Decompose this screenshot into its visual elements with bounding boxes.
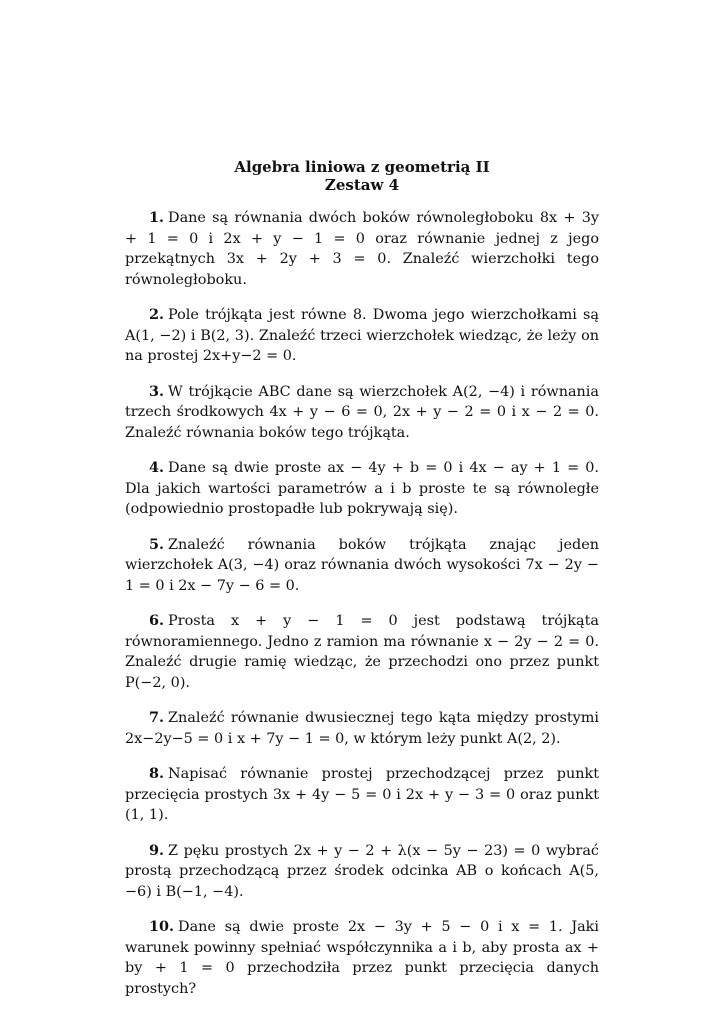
document-page: [125, 158, 599, 1014]
document-subtitle: Zestaw 4: [324, 176, 400, 194]
problem-8: [125, 764, 599, 826]
problem-number: 10.: [149, 918, 175, 935]
problem-7: [125, 708, 599, 749]
problem-number: 7.: [149, 709, 165, 726]
problem-text: Prosta x + y − 1 = 0 jest podstawą trójkąta równoramiennego. Jedno z ramion ma równanie x − 2y − 2 = 0. Znaleźć drugie ramię wiedząc, że przechodzi ono przez punkt P(−2, 0).: [125, 613, 599, 691]
problem-number: 6.: [149, 612, 165, 629]
problem-text: Dane są dwie proste ax − 4y + b = 0 i 4x − ay + 1 = 0. Dla jakich wartości parametrów a i b proste te są równoległe (odpowiednio prostopadłe lub pokrywają się).: [125, 460, 599, 517]
problem-number: 1.: [149, 209, 165, 226]
problem-text: Znaleźć równania boków trójkąta znając jeden wierzchołek A(3, −4) oraz równania dwóch wysokości 7x − 2y − 1 = 0 i 2x − 7y − 6 = 0.: [125, 536, 599, 594]
problem-number: 5.: [149, 535, 165, 553]
problem-2: [125, 305, 599, 367]
problem-6: [125, 611, 599, 693]
problem-number: 3.: [149, 382, 165, 400]
problem-text: Napisać równanie prostej przechodzącej przez punkt przecięcia prostych 3x + 4y − 5 = 0 i 2x + y − 3 = 0 oraz punkt (1, 1).: [125, 766, 599, 823]
document-title: Algebra liniowa z geometrią II: [234, 158, 490, 176]
problem-10: [125, 917, 599, 999]
problem-5: [125, 535, 599, 597]
problem-4: [125, 458, 599, 520]
problem-list: [125, 208, 599, 999]
problem-text: Dane są dwie proste 2x − 3y + 5 − 0 i x = 1. Jaki warunek powinny spełniać współczynnika a i b, aby prosta ax + by + 1 = 0 przechodziła przez punkt przecięcia danych prostych?: [125, 919, 599, 997]
problem-text: Znaleźć równanie dwusiecznej tego kąta między prostymi 2x−2y−5 = 0 i x + 7y − 1 = 0, w którym leży punkt A(2, 2).: [125, 710, 599, 747]
problem-number: 4.: [149, 459, 165, 476]
problem-3: [125, 382, 599, 444]
problem-number: 9.: [149, 841, 165, 859]
problem-text: Z pęku prostych 2x + y − 2 + λ(x − 5y − 23) = 0 wybrać prostą przechodzącą przez środek odcinka AB o końcach A(5, −6) i B(−1, −4).: [125, 842, 599, 900]
problem-number: 8.: [149, 765, 165, 782]
problem-number: 2.: [149, 306, 165, 323]
problem-text: Pole trójkąta jest równe 8. Dwoma jego wierzchołkami są A(1, −2) i B(2, 3). Znaleźć trzeci wierzchołek wiedząc, że leży on na prostej 2x+y−2 = 0.: [125, 307, 599, 364]
problem-text: Dane są równania dwóch boków równoległoboku 8x + 3y + 1 = 0 i 2x + y − 1 = 0 oraz równanie jednej z jego przekątnych 3x + 2y + 3 = 0. Znaleźć wierzchołki tego równoległoboku.: [125, 210, 599, 288]
problem-1: [125, 208, 599, 290]
problem-9: [125, 841, 599, 903]
problem-text: W trójkącie ABC dane są wierzchołek A(2, −4) i równania trzech środkowych 4x + y − 6 = 0, 2x + y − 2 = 0 i x − 2 = 0. Znaleźć równania boków tego trójkąta.: [125, 383, 599, 441]
